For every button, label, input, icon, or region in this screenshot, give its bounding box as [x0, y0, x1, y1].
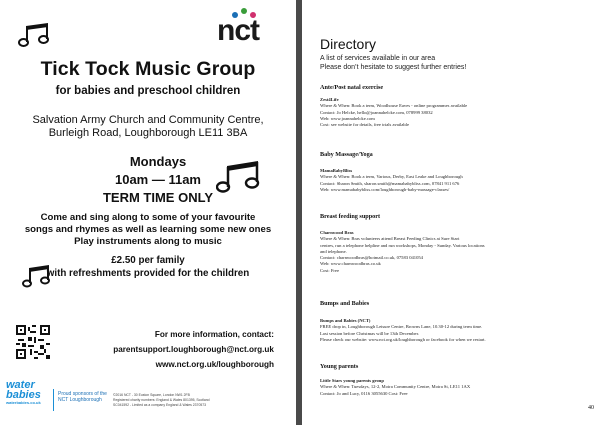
- schedule-term: TERM TIME ONLY: [102, 190, 214, 205]
- price: £2.50 per family: [111, 255, 185, 266]
- schedule-time: 10am — 11am: [114, 172, 201, 187]
- directory-intro: [320, 54, 466, 72]
- intro-line: A list of services available in our area: [320, 55, 436, 62]
- entry-line: centres, run a telephone helpline and run workshops, Monday - Sunday. Various locations: [320, 242, 485, 248]
- flyer-page: [0, 0, 296, 425]
- entry-line: Web: www.joannahelcke.com: [320, 115, 375, 121]
- page-number: 40: [588, 405, 594, 411]
- section-heading: Young parents: [320, 363, 359, 370]
- description-line: songs and rhymes as well as learning some new ones: [24, 224, 272, 235]
- entry-line: Contact: Jo Helcke, hello@joannahelcke.com, 078999 38032: [320, 109, 433, 115]
- contact-info: [113, 327, 274, 372]
- legal-line: Registered charity numbers: England & Wales 801395, Scotland: [113, 398, 210, 402]
- directory-page: [302, 0, 600, 425]
- contact-email-link[interactable]: parentsupport.loughborough@nct.org.uk: [113, 345, 274, 354]
- entry-name: Little Stars young parents group: [320, 378, 384, 383]
- entry-line: FREE drop in, Loughborough Leisure Centre, Browns Lane, 10.30-12 during term time.: [320, 324, 483, 330]
- directory-entry: [320, 168, 595, 193]
- price-info: [0, 254, 296, 280]
- contact-website-link[interactable]: www.nct.org.uk/loughborough: [155, 360, 274, 369]
- entry-name: Zest4Life: [320, 97, 339, 102]
- intro-line: Please don’t hesitate to suggest further entries!: [320, 64, 467, 71]
- entry-line: Where & When: Book a term, Woodhouse Eaves - online programmes available: [320, 103, 468, 109]
- music-note-icon: [18, 22, 52, 53]
- legal-notice: [113, 393, 283, 408]
- entry-line: Web: www.charnwoodbras.co.uk: [320, 261, 381, 267]
- description-line: Play instruments along to music: [74, 236, 222, 247]
- water-babies-logo: [6, 380, 46, 405]
- nct-logo-text: nct: [217, 14, 259, 47]
- event-subtitle: for babies and preschool children: [55, 85, 241, 97]
- entry-name: Bumps and Babies (NCT): [320, 318, 371, 323]
- qr-code-icon[interactable]: [16, 325, 50, 359]
- legal-line: SC041592 - Limited as a company England & Wales 2370573: [113, 403, 206, 407]
- venue-line: Burleigh Road, Loughborough LE11 3BA: [48, 127, 248, 139]
- schedule-day: Mondays: [129, 154, 187, 169]
- event-title: Tick Tock Music Group: [40, 58, 256, 80]
- water-babies-logo-text: water babies: [6, 379, 41, 401]
- description-line: Come and sing along to some of your favourite: [40, 212, 256, 223]
- legal-line: ©2016 NCT - 30 Euston Square, London NW1 2FB: [113, 393, 190, 397]
- section-heading: Breast feeding support: [320, 213, 381, 220]
- schedule: [88, 153, 228, 207]
- entry-line: Where & When: Bras volunteers attend Breast Feeding Clinics at Sure Start: [320, 236, 460, 242]
- entry-line: Please check our website: www.nct.org.uk/loughborough or facebook for when we restart.: [320, 336, 486, 342]
- nct-logo: [212, 8, 282, 48]
- directory-entry: [320, 97, 595, 128]
- entry-line: Web: www.mamababybliss.com/loughborough-baby-massage-classes/: [320, 186, 450, 192]
- directory-entry: [320, 318, 595, 343]
- sponsor-text: Proud sponsors of the NCT Loughborough: [58, 391, 107, 403]
- entry-line: Contact: Sharon Smith, sharon.smith@mamababybliss.com, 07841 911 676: [320, 180, 460, 186]
- divider: [53, 389, 54, 411]
- venue-address: [0, 114, 296, 140]
- section-heading: Baby Massage/Yoga: [320, 151, 373, 158]
- contact-heading: For more information, contact:: [154, 330, 274, 339]
- entry-line: Last session before Christmas will be 13th December.: [320, 330, 419, 336]
- refreshments-note: with refreshments provided for the children: [46, 268, 250, 279]
- music-note-icon: [216, 160, 262, 199]
- section-heading: Ante/Post natal exercise: [320, 84, 384, 91]
- entry-line: Cost: see website for details, free trials available: [320, 122, 410, 128]
- entry-line: and telephone.: [320, 248, 347, 254]
- entry-name: Charnwood Bras: [320, 230, 354, 235]
- entry-name: MamaBabyBliss: [320, 168, 353, 173]
- entry-line: Where & When: Book a term, Various, Derby, East Leake and Loughborough: [320, 174, 463, 180]
- entry-line: Cost: Free: [320, 267, 340, 273]
- venue-line: Salvation Army Church and Community Centre,: [32, 114, 264, 126]
- water-babies-site: waterbabies.co.uk: [6, 400, 41, 405]
- event-description: [0, 212, 296, 248]
- entry-line: Where & When: Tuesdays, 12-2, Moira Community Centre, Moira St, LE11 1AX: [320, 384, 471, 390]
- entry-line: Contact: charnwoodbras@hotmail.co.uk, 07583 041054: [320, 255, 423, 261]
- directory-title: Directory: [320, 36, 377, 52]
- entry-line: Contact: Jo and Lucy, 0116 3055630 Cost: Free: [320, 390, 408, 396]
- directory-entry: [320, 230, 595, 274]
- section-heading: Bumps and Babies: [320, 300, 370, 307]
- directory-entry: [320, 378, 595, 397]
